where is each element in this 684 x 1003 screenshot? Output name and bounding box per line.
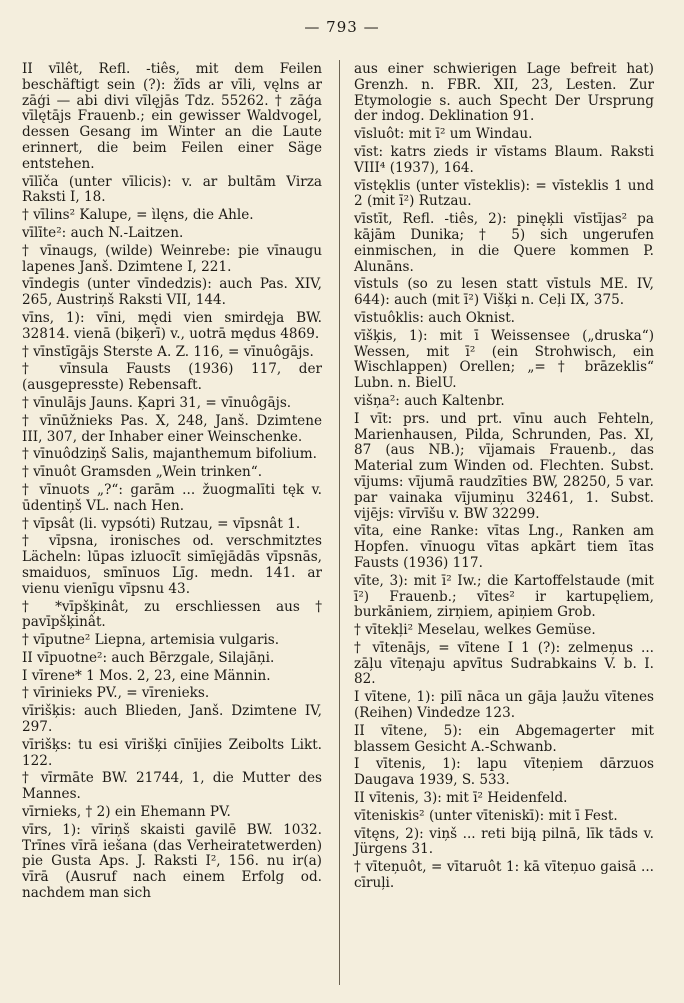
dictionary-entry: † vīpsât (li. vypsóti) Rutzau, = vīpsnât 1. [22,515,301,532]
dictionary-entry: vīrs, 1): vīriņš skaisti gavilē BW. 1032. Trīnes vīrā iešana (das Verheiratetwerden) pie Gusta Aps. J. Raksti I², 156. nu ir(a) vīrā (Ausruf nach einem Erfolg od. nachdem man sich [22,821,322,902]
dictionary-entry: † vīteņuôt, = vītaruôt 1: kā vīteņuo gaisā ... cīruļi. [354,859,654,892]
dictionary-entry: vīteniskis² (unter vīteniskī): mit ī Fest. [354,807,618,824]
dictionary-entry: I vīt: prs. und prt. vīnu auch Fehteln, Marienhausen, Pilda, Schrunden, Pas. XI, 87 (aus NB.); vījamais Frauenb., das Material zum Winden od. Flechten. Subst. vījums: vījumā raudzīties BW, 28250, 5 var. par vainaka vījumiņu 32461, 1. Subst. vijējs: vīrvīšu v. BW 32299. [354,410,654,522]
column-divider [339,60,340,985]
dictionary-entry: II vītenis, 3): mit ī² Heidenfeld. [354,790,568,807]
dictionary-entry: II vītene, 5): ein Abgemagerter mit blassem Gesicht A.-Schwanb. [354,722,654,755]
dictionary-entry: † vītenājs, = vītene I 1 (?): zelmeņus ... zāļu vīteņaju apvītus Sudrabkains V. b. I. 82. [354,639,654,688]
left-column [22,62,322,904]
dictionary-entry: † vīrinieks PV., = vīrenieks. [22,685,210,702]
dictionary-entry: vīstęklis (unter vīsteklis): = vīsteklis 1 und 2 (mit ī²) Rutzau. [354,177,654,210]
dictionary-entry: † vīnuôt Gramsden „Wein trinken“. [22,464,263,481]
dictionary-entry: vīrišķis: auch Blieden, Janš. Dzimtene IV, 297. [22,703,322,736]
dictionary-entry: vīstuls (so zu lesen statt vīstuls ME. IV, 644): auch (mit ī²) Višķi n. Ceļi IX, 375. [354,276,654,309]
dictionary-entry: vīst: katrs zieds ir vīstams Blaum. Raksti VIII⁴ (1937), 164. [354,143,654,176]
dictionary-entry: II vīpuotne²: auch Bērzgale, Silajāņi. [22,649,275,666]
dictionary-entry: † vīnaugs, (wilde) Weinrebe: pie vīnaugu lapenes Janš. Dzimtene I, 221. [22,242,322,275]
dictionary-entry: vīsluôt: mit ī² um Windau. [354,126,533,143]
dictionary-entry: vīlīte²: auch N.-Laitzen. [22,224,184,241]
dictionary-entry: vīndegis (unter vīndedzis): auch Pas. XIV, 265, Austriņš Raksti VII, 144. [22,276,322,309]
dictionary-entry: vīrišķs: tu esi vīrišķi cīnījies Zeibolts Likt. 122. [22,736,322,769]
dictionary-entry: I vītenis, 1): lapu vīteņiem dārzuos Daugava 1939, S. 533. [354,756,654,789]
dictionary-entry: višņa²: auch Kaltenbr. [354,392,505,409]
dictionary-entry: vītęns, 2): viņš ... reti biją pilnā, līk tāds v. Jürgens 31. [354,825,654,858]
dictionary-entry: † vīrmāte BW. 21744, 1, die Mutter des Mannes. [22,770,322,803]
dictionary-entry: I vīrene* 1 Mos. 2, 23, eine Männin. [22,667,271,684]
dictionary-entry: vīte, 3): mit ī² Iw.; die Kartoffelstaude (mit ī²) Frauenb.; vītes² ir kartupęliem, burkāniem, zirņiem, apiņiem Grob. [354,572,654,621]
dictionary-entry: † vīnulājs Jauns. Ķapri 31, = vīnuôgājs. [22,394,292,411]
dictionary-entry: † vīnstīgājs Sterste A. Z. 116, = vīnuôgājs. [22,343,314,360]
dictionary-entry: † vīnuôdziņš Salis, majanthemum bifolium. [22,446,317,463]
dictionary-entry: vīšķis, 1): mit ī Weissensee („druska“) Wessen, mit ī² (ein Strohwisch, ein Wischlappen) Orellen; „= † brāzeklis“ Lubn. n. BielU. [354,327,654,392]
dictionary-entry: vīstīt, Refl. -tiês, 2): pinęķli vīstījas² pa kājām Dunika; † 5) sich ungerufen einmischen, in die Quere kommen P. Alunāns. [354,211,654,275]
dictionary-entry: vīrnieks, † 2) ein Ehemann PV. [22,804,231,821]
dictionary-entry: aus einer schwierigen Lage befreit hat) Grenzh. n. FBR. XII, 23, Lesten. Zur Etymologie s. auch Specht Der Ursprung der indog. Deklination 91. [354,61,654,125]
dictionary-entry: † vīpsna, ironisches od. verschmitztes Lächeln: lūpas izluocīt simīęjādās vīpsnās, smaiduos, smīnuos Līg. medn. 141. ar vienu vienīgu vīpsnu 43. [22,533,322,597]
dictionary-entry: † vīnsula Fausts (1936) 117, der (ausgepresste) Rebensaft. [22,361,322,394]
dictionary-entry: vīstuôklis: auch Oknist. [354,309,516,326]
dictionary-entry: † vīnūžnieks Pas. X, 248, Janš. Dzimtene III, 307, der Inhaber einer Weinschenke. [22,412,322,445]
dictionary-entry: † vīlins² Kalupe, = ìlęns, die Ahle. [22,207,254,224]
dictionary-entry: † vīputne² Liepna, artemisia vulgaris. [22,632,280,649]
dictionary-entry: II vīlêt, Refl. -tiês, mit dem Feilen beschäftigt sein (?): žīds ar vīli, vęlns ar zāģi — abi divi vīlęjās Tdz. 55262. † zāģa vīlętājs Frauenb.; ein gewisser Waldvogel, dessen Gesang im Winter an die Laute erinnert, die beim Feilen einer Säge entstehen. [22,61,322,172]
dictionary-entry: † vīnuots „?“: garām ... žuogmalīti tęk v. ūdentiņš VL. nach Hen. [22,481,322,514]
right-column [354,62,654,894]
dictionary-entry: vīns, 1): vīni, mędi vien smirdęja BW. 32814. vienā (biķerī) v., uotrā mędus 4869. [22,309,322,342]
dictionary-entry: I vītene, 1): pilī nāca un gāja ļaužu vītenes (Reihen) Vindedze 123. [354,689,654,722]
dictionary-entry: † vītekļi² Meselau, welkes Gemüse. [354,622,596,639]
dictionary-entry: vīlīča (unter vīlicis): v. ar bultām Virza Raksti I, 18. [22,173,322,206]
page-number: — 793 — [304,18,380,36]
dictionary-entry: vīta, eine Ranke: vītas Lng., Ranken am Hopfen. vīnuogu vītas apkārt tiem ītas Fausts (1936) 117. [354,523,654,571]
dictionary-entry: † *vīpšķinât, zu erschliessen aus † pavīpšķinât. [22,598,322,631]
